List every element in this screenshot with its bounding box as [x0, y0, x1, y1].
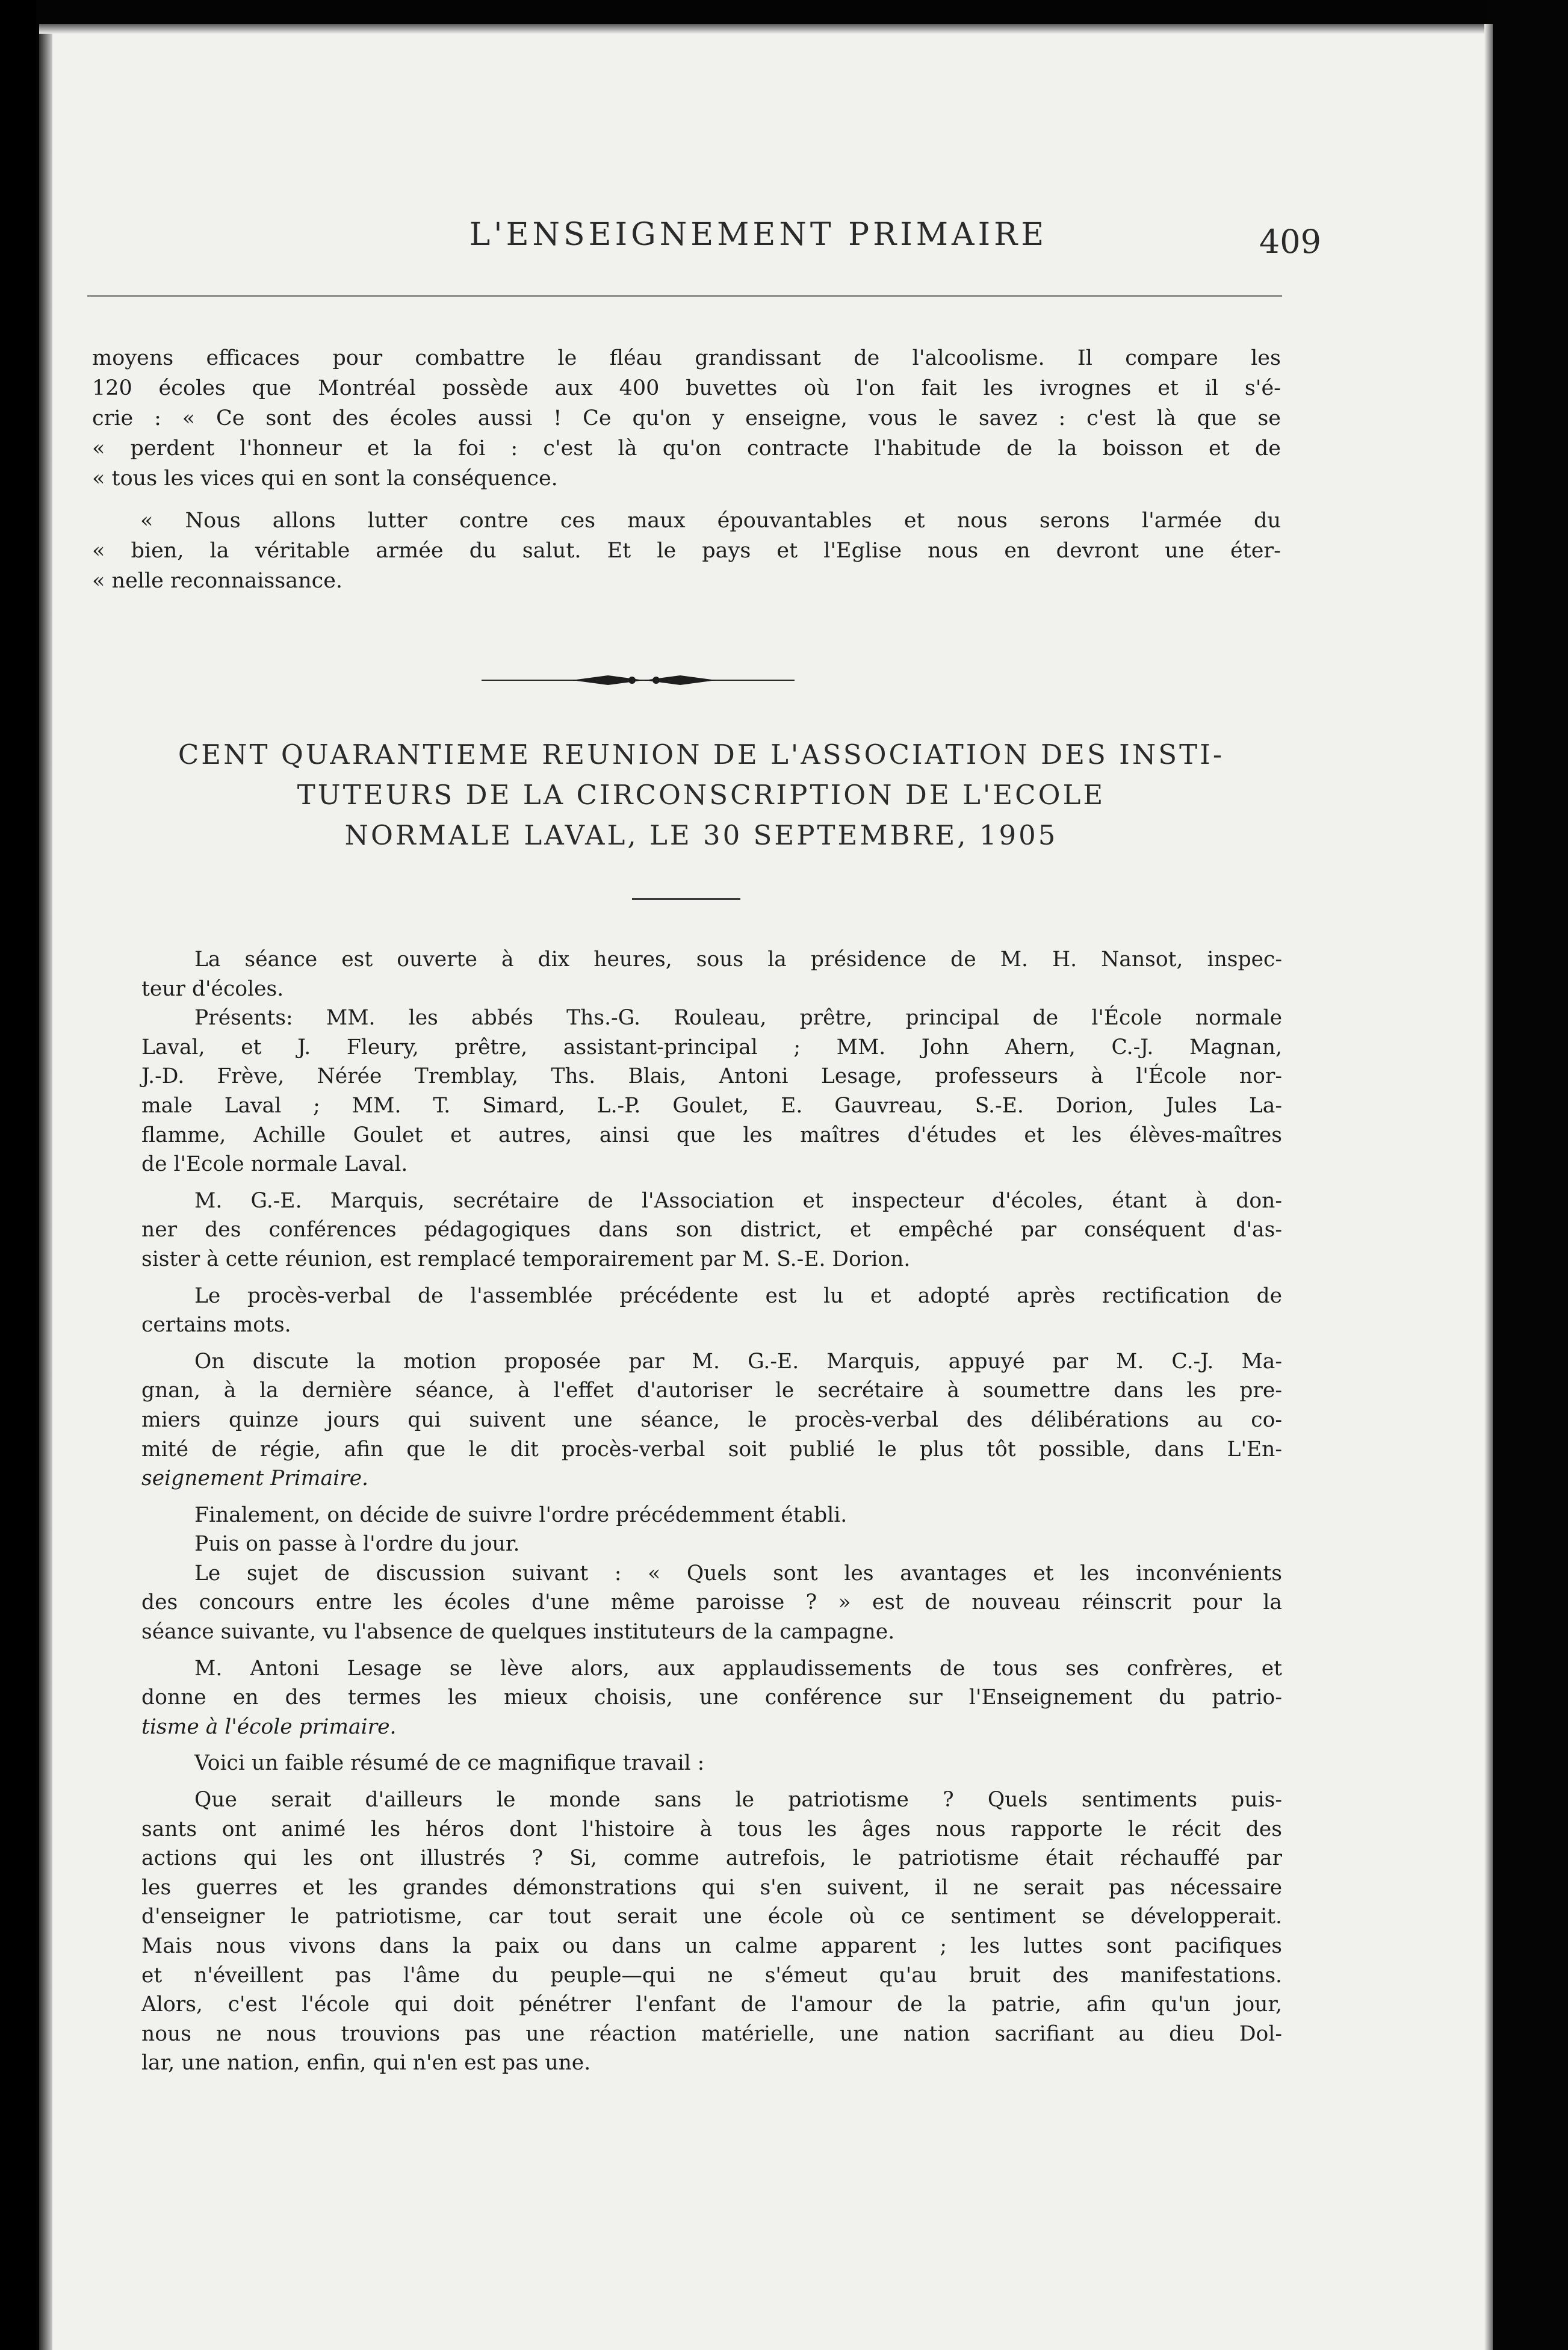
text-line: Que serait d'ailleurs le monde sans le patriotisme ? Quels sentiments puis-: [194, 1788, 1282, 1812]
text-line: lar, une nation, enfin, qui n'en est pas une.: [141, 2051, 591, 2076]
book-page: [39, 24, 1493, 2350]
text-line: seignement Primaire.: [141, 1466, 368, 1491]
text-line: Puis on passe à l'ordre du jour.: [194, 1532, 520, 1557]
text-line: moyens efficaces pour combattre le fléau grandissant de l'alcoolisme. Il compare les: [92, 346, 1281, 370]
text-line: séance suivante, vu l'absence de quelques instituteurs de la campagne.: [141, 1620, 895, 1645]
title-rule: [632, 898, 740, 900]
text-line: Alors, c'est l'école qui doit pénétrer l'enfant de l'amour de la patrie, afin qu'un jour,: [141, 1992, 1282, 2017]
paragraph-decision: [141, 1501, 1282, 1530]
text-line: crie : « Ce sont des écoles aussi ! Ce qu'on y enseigne, vous le savez : c'est là que se: [92, 406, 1281, 430]
paragraph-secretary: [141, 1186, 1282, 1274]
text-line: male Laval ; MM. T. Simard, L.-P. Goulet, E. Gauvreau, S.-E. Dorion, Jules La-: [141, 1093, 1282, 1118]
header-rule: [87, 295, 1282, 297]
page-top-shadow: [39, 24, 1493, 34]
text-line: flamme, Achille Goulet et autres, ainsi que les maîtres d'études et les élèves-maîtres: [141, 1123, 1282, 1147]
paragraph-summary-intro: [141, 1749, 1282, 1778]
section-title-line: CENT QUARANTIEME REUNION DE L'ASSOCIATION DES INSTI-: [178, 739, 1225, 770]
top-paragraph-2: [92, 506, 1281, 596]
paragraph-conference: [141, 1654, 1282, 1742]
text-line: tisme à l'école primaire.: [141, 1714, 397, 1739]
section-title-line: TUTEURS DE LA CIRCONSCRIPTION DE L'ECOLE: [297, 779, 1106, 811]
text-line: les guerres et les grandes démonstrations qui s'en suivent, il ne serait pas nécessaire: [141, 1875, 1282, 1900]
page-edge-shadow: [1484, 24, 1493, 2350]
text-line: des concours entre les écoles d'une même paroisse ? » est de nouveau réinscrit pour la: [141, 1590, 1282, 1615]
text-line: On discute la motion proposée par M. G.-E. Marquis, appuyé par M. C.-J. Ma-: [194, 1349, 1282, 1374]
text-line: J.-D. Frève, Nérée Tremblay, Ths. Blais, Antoni Lesage, professeurs à l'École nor-: [141, 1064, 1282, 1089]
text-line: Le sujet de discussion suivant : « Quels sont les avantages et les inconvénients: [194, 1561, 1282, 1586]
text-line: 120 écoles que Montréal possède aux 400 buvettes où l'on fait les ivrognes et il s'é-: [92, 376, 1281, 400]
scan-border-left: [0, 0, 36, 2350]
text-line: et n'éveillent pas l'âme du peuple—qui ne s'émeut qu'au bruit des manifestations.: [141, 1963, 1282, 1988]
section-ornament: [482, 673, 795, 687]
text-line: d'enseigner le patriotisme, car tout serait une école où ce sentiment se développerait.: [141, 1905, 1282, 1929]
text-line: donne en des termes les mieux choisis, une conférence sur l'Enseignement du patrio-: [141, 1685, 1282, 1710]
paragraph-opening: [141, 945, 1282, 1003]
text-line: M. Antoni Lesage se lève alors, aux applaudissements de tous ses confrères, et: [194, 1656, 1282, 1681]
text-line: certains mots.: [141, 1313, 291, 1338]
scan-border-right: [1487, 0, 1568, 2350]
running-head: L'ENSEIGNEMENT PRIMAIRE: [469, 217, 1048, 253]
paragraph-discussion-topic: [141, 1559, 1282, 1647]
paragraph-attendees: [141, 1003, 1282, 1179]
paragraph-minutes: [141, 1282, 1282, 1340]
text-line: mité de régie, afin que le dit procès-verbal soit publié le plus tôt possible, dans L'En-: [141, 1437, 1282, 1462]
text-line: actions qui les ont illustrés ? Si, comme autrefois, le patriotisme était réchauffé par: [141, 1846, 1282, 1871]
paragraph-patriotism: [141, 1785, 1282, 2078]
paragraph-agenda: [141, 1530, 1282, 1559]
section-title: [135, 734, 1267, 855]
text-line: « Nous allons lutter contre ces maux épouvantables et nous serons l'armée du: [140, 509, 1281, 533]
text-line: Voici un faible résumé de ce magnifique travail :: [194, 1751, 705, 1776]
text-line: teur d'écoles.: [141, 976, 284, 1001]
text-line: M. G.-E. Marquis, secrétaire de l'Association et inspecteur d'écoles, étant à don-: [194, 1188, 1282, 1213]
text-line: sants ont animé les héros dont l'histoire à tous les âges nous rapporte le récit des: [141, 1817, 1282, 1841]
text-line: nous ne nous trouvions pas une réaction matérielle, une nation sacrifiant au dieu Dol-: [141, 2021, 1282, 2046]
paragraph-motion: [141, 1347, 1282, 1493]
page-gutter-shadow: [39, 24, 52, 2350]
text-line: « bien, la véritable armée du salut. Et le pays et l'Eglise nous en devront une éter-: [92, 539, 1281, 563]
text-line: Laval, et J. Fleury, prêtre, assistant-principal ; MM. John Ahern, C.-J. Magnan,: [141, 1035, 1282, 1059]
text-line: Le procès-verbal de l'assemblée précédente est lu et adopté après rectification de: [194, 1283, 1282, 1308]
text-line: Mais nous vivons dans la paix ou dans un calme apparent ; les luttes sont pacifiques: [141, 1934, 1282, 1958]
text-line: sister à cette réunion, est remplacé temporairement par M. S.-E. Dorion.: [141, 1247, 911, 1271]
text-line: ner des conférences pédagogiques dans son district, et empêché par conséquent d'as-: [141, 1218, 1282, 1242]
text-line: La séance est ouverte à dix heures, sous la présidence de M. H. Nansot, inspec-: [194, 947, 1282, 972]
text-line: « perdent l'honneur et la foi : c'est là qu'on contracte l'habitude de la boisson et de: [92, 436, 1281, 460]
text-line: Présents: MM. les abbés Ths.-G. Rouleau, prêtre, principal de l'École normale: [194, 1006, 1282, 1031]
text-line: gnan, à la dernière séance, à l'effet d'autoriser le secrétaire à soumettre dans les pre-: [141, 1378, 1282, 1403]
text-line: Finalement, on décide de suivre l'ordre précédemment établi.: [194, 1502, 848, 1527]
text-line: de l'Ecole normale Laval.: [141, 1152, 408, 1177]
section-title-line: NORMALE LAVAL, LE 30 SEPTEMBRE, 1905: [344, 819, 1058, 851]
page-number: 409: [1259, 223, 1321, 261]
text-line: miers quinze jours qui suivent une séance, le procès-verbal des délibérations au co-: [141, 1407, 1282, 1432]
meeting-minutes: [141, 945, 1282, 2078]
top-paragraph-1: [92, 343, 1281, 494]
text-line: « nelle reconnaissance.: [92, 569, 343, 593]
text-line: « tous les vices qui en sont la conséquence.: [92, 467, 558, 491]
